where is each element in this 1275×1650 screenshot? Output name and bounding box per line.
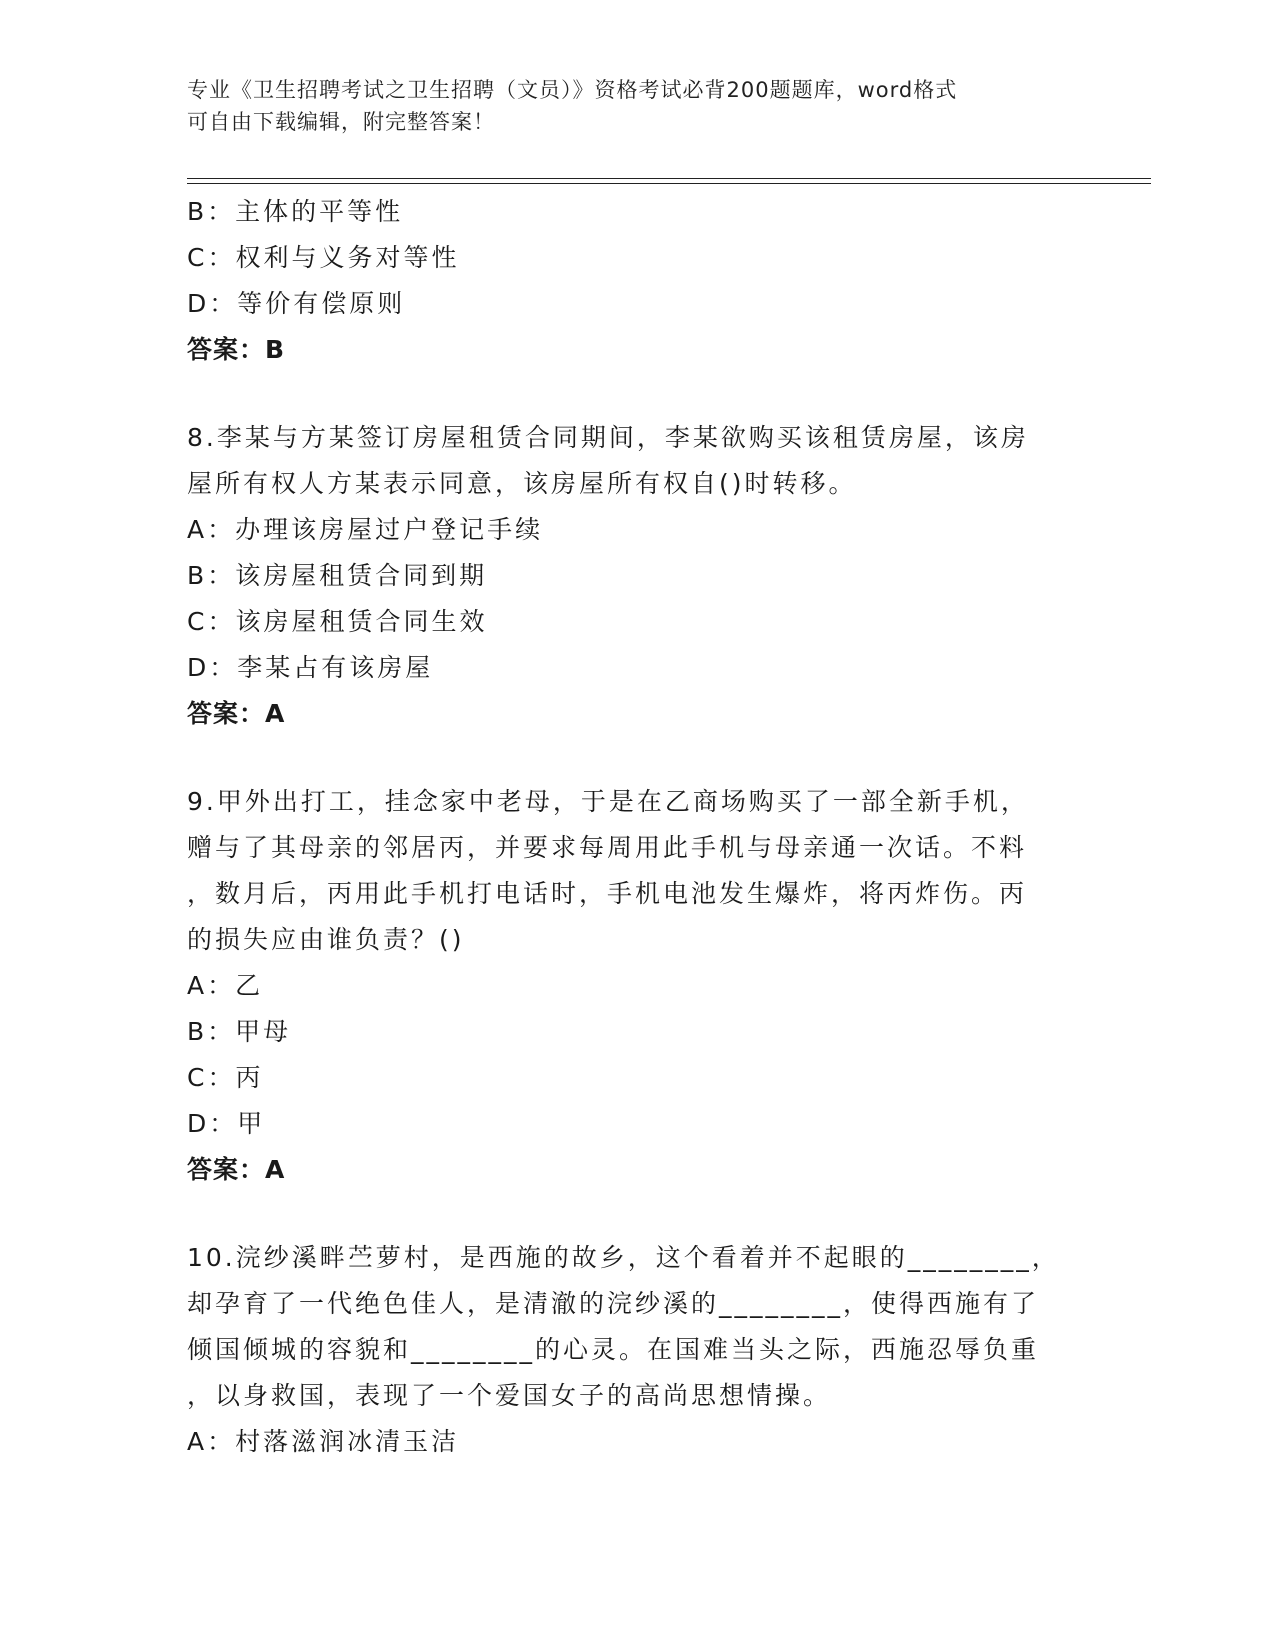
option-b: B：甲母 [187,1017,292,1046]
question-line: ，数月后，丙用此手机打电话时，手机电池发生爆炸，将丙炸伤。丙 [187,879,1028,908]
question-line: 赠与了其母亲的邻居丙，并要求每周用此手机与母亲通一次话。不料 [187,833,1028,862]
question-line: 屋所有权人方某表示同意，该房屋所有权自()时转移。 [187,469,857,498]
question-list [187,189,1087,1465]
header-line-2: 可自由下载编辑，附完整答案！ [187,110,495,134]
question-9 [187,779,1087,1193]
spacer [187,737,1087,779]
option-c: C：权利与义务对等性 [187,243,460,272]
question-line: 9.甲外出打工，挂念家中老母，于是在乙商场购买了一部全新手机， [187,787,1029,816]
header-line-1: 专业《卫生招聘考试之卫生招聘（文员）》资格考试必背200题题库，word格式 [187,78,958,102]
question-text [187,415,1087,507]
question-line: 10.浣纱溪畔苎萝村，是西施的故乡，这个看着并不起眼的________， [187,1243,1060,1272]
question-line: 8.李某与方某签订房屋租赁合同期间，李某欲购买该租赁房屋，该房 [187,423,1029,452]
option-d: D：等价有偿原则 [187,289,406,318]
spacer [187,373,1087,415]
question-line: ，以身救国，表现了一个爱国女子的高尚思想情操。 [187,1381,832,1410]
option-c: C：丙 [187,1063,264,1092]
question-line: 却孕育了一代绝色佳人，是清澈的浣纱溪的________，使得西施有了 [187,1289,1040,1318]
answer-label: 答案：A [187,1155,286,1184]
question-line: 的损失应由谁负责？() [187,925,465,954]
question-text [187,779,1087,963]
option-b: B：该房屋租赁合同到期 [187,561,488,590]
option-a: A：办理该房屋过户登记手续 [187,515,544,544]
document-header [187,74,1067,138]
option-a: A：乙 [187,971,264,1000]
question-line: 倾国倾城的容貌和________的心灵。在国难当头之际，西施忍辱负重 [187,1335,1040,1364]
spacer [187,1193,1087,1235]
option-a: A：村落滋润冰清玉洁 [187,1427,460,1456]
question-text [187,1235,1087,1419]
header-divider-top [187,178,1151,179]
question-10 [187,1235,1087,1465]
answer-label: 答案：B [187,335,286,364]
answer-label: 答案：A [187,699,286,728]
option-b: B：主体的平等性 [187,197,404,226]
question-8 [187,415,1087,737]
option-d: D：李某占有该房屋 [187,653,434,682]
option-c: C：该房屋租赁合同生效 [187,607,488,636]
header-divider-bottom [187,183,1151,184]
option-d: D：甲 [187,1109,266,1138]
question-7-tail [187,189,1087,373]
